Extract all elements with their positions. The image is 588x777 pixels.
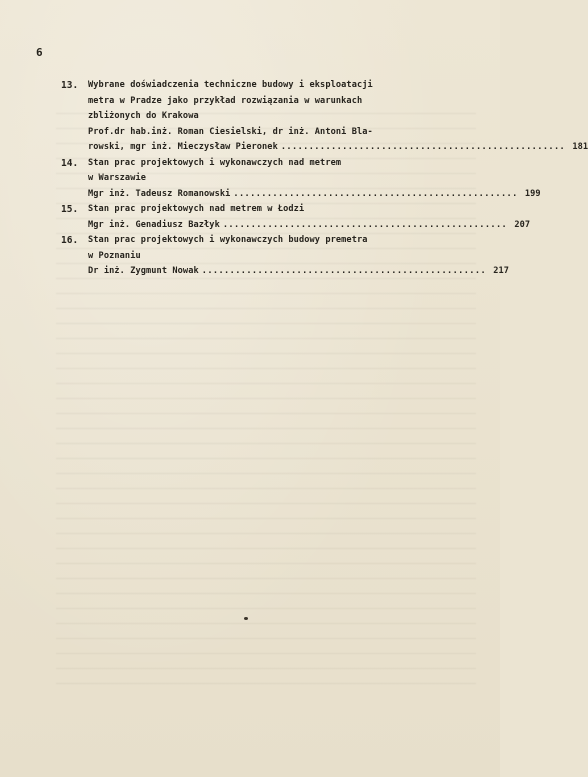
dot-leader: ................................................... — [222, 219, 508, 230]
entry-line: w Poznaniu — [88, 250, 141, 261]
entry-page: 207 — [514, 219, 531, 230]
entry-page: 199 — [524, 188, 541, 199]
entry-author-line — [88, 187, 541, 203]
entry-author-line — [88, 218, 531, 234]
entry-line: w Warszawie — [88, 173, 147, 183]
entry-number: 15. — [61, 204, 79, 215]
entry-line: Stan prac projektowych i wykonawczych nad metrem — [88, 157, 342, 168]
entry-line: Wybrane doświadczenia techniczne budowy i eksploatacji — [88, 80, 373, 90]
entry-author: Mgr inż. Genadiusz Bazłyk — [88, 219, 220, 230]
entry-line: zbliżonych do Krakowa — [88, 111, 199, 121]
entry-number: 13. — [61, 80, 79, 91]
toc-entry-15 — [61, 202, 531, 233]
entry-line: Stan prac projektowych i wykonawczych budowy premetra — [88, 235, 368, 245]
entry-author: Dr inż. Zygmunt Nowak — [88, 266, 199, 276]
table-of-contents — [61, 78, 588, 280]
entry-author: Mgr inż. Tadeusz Romanowski — [88, 188, 231, 199]
entry-line: metra w Pradze jako przykład rozwiązania w warunkach — [88, 95, 363, 106]
entry-number: 14. — [61, 157, 79, 169]
page-number: 6 — [36, 46, 43, 59]
dot-leader: ................................................... — [201, 266, 487, 276]
entry-line: Prof.dr hab.inż. Roman Ciesielski, dr inż. Antoni Bla- — [88, 126, 373, 137]
toc-entry-14 — [61, 156, 541, 203]
entry-page: 217 — [493, 266, 510, 276]
entry-line: Stan prac projektowych nad metrem w Łodzi — [88, 204, 305, 214]
entry-author-line — [88, 264, 510, 280]
entry-author: rowski, mgr inż. Mieczysław Pieronek — [88, 142, 278, 152]
dot-leader: ................................................... — [233, 188, 518, 199]
entry-number: 16. — [61, 235, 79, 246]
entry-page: 181 — [572, 142, 588, 152]
entry-author-line — [88, 140, 588, 156]
toc-entry-16 — [61, 233, 510, 280]
ink-blot — [244, 617, 248, 620]
toc-entry-13 — [61, 78, 588, 156]
dot-leader: ................................................... — [280, 142, 566, 152]
